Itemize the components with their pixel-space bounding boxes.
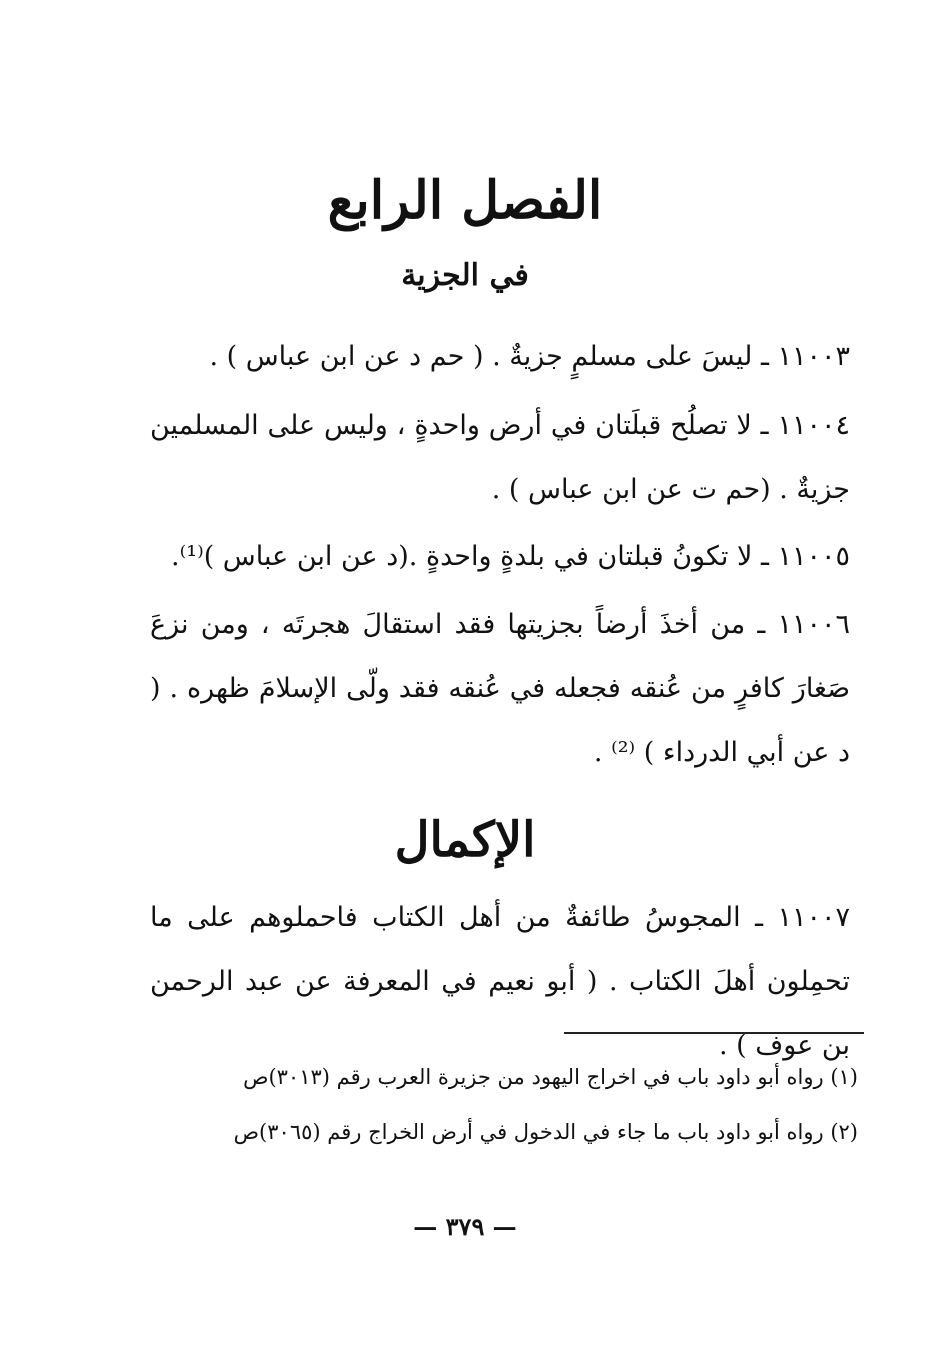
- footnote-2: (٢) رواه أبو داود باب ما جاء في الدخول في أرض الخراج رقم (٣٠٦٥)ص: [233, 1120, 858, 1144]
- section-title: الإكمال: [394, 812, 536, 868]
- hadith-11003: ١١٠٠٣ ـ ليسَ على مسلمٍ جزيةٌ . ( حم د عن ابن عباس ) .: [209, 341, 850, 372]
- chapter-title: الفصل الرابع: [327, 170, 603, 231]
- hadith-11006: ١١٠٠٦ ـ من أخذَ أرضاً بجزيتها فقد استقالَ هجرتَه ، ومن نزعَ صَغارَ كافرٍ من عُنقه فجعله في عُنقه فقد ولّى الإسلامَ ظهره . ( د عن أبي الدرداء ) ⁽²⁾ .: [150, 609, 850, 768]
- hadith-11005: ١١٠٠٥ ـ لا تكونُ قبلتان في بلدةٍ واحدةٍ .(د عن ابن عباس )⁽¹⁾.: [171, 541, 850, 572]
- page-number: — ٣٧٩ —: [413, 1212, 517, 1241]
- chapter-subtitle: في الجزية: [401, 258, 529, 293]
- hadith-11007: ١١٠٠٧ ـ المجوسُ طائفةٌ من أهل الكتاب فاحملوهم على ما تحمِلون أهلَ الكتاب . ( أبو نعيم في المعرفة عن عبد الرحمن بن عوف ) .: [150, 902, 850, 1061]
- footnote-divider: [564, 1032, 864, 1034]
- hadith-11004: ١١٠٠٤ ـ لا تصلُح قبلَتان في أرض واحدةٍ ، وليس على المسلمين جزيةٌ . (حم ت عن ابن عباس ) .: [150, 410, 850, 505]
- footnote-1: (١) رواه أبو داود باب في اخراج اليهود من جزيرة العرب رقم (٣٠١٣)ص: [243, 1065, 858, 1089]
